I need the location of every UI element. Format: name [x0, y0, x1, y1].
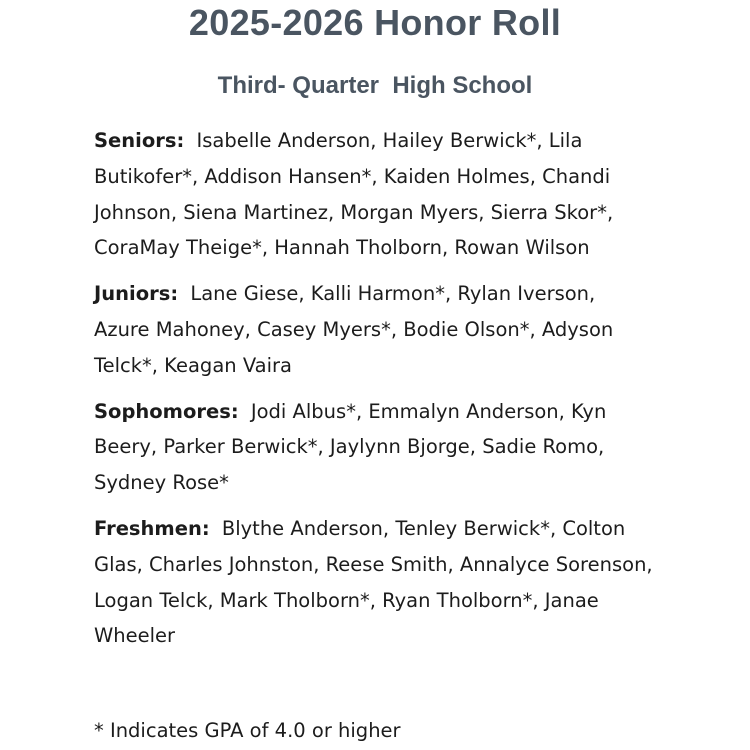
honor-roll-groups: [94, 123, 654, 664]
page-title: 2025-2026 Honor Roll: [188, 2, 562, 43]
group-names: Jodi Albus*, Emmalyn Anderson, Kyn Beery, Parker Berwick*, Jaylynn Bjorge, Sadie Romo, Sydney Rose*: [94, 399, 607, 495]
group-label: Freshmen:: [94, 516, 210, 540]
group-label: Seniors:: [94, 129, 185, 152]
group-juniors: [94, 276, 654, 383]
group-sophomores: [94, 394, 654, 501]
group-names: Blythe Anderson, Tenley Berwick*, Colton Glas, Charles Johnston, Reese Smith, Annalyce Sorenson, Logan Telck, Mark Tholborn*, Ryan Tholborn*, Janae Wheeler: [94, 516, 653, 648]
page-subtitle: Third- Quarter High School: [217, 72, 533, 99]
group-seniors: [94, 123, 654, 266]
gpa-footnote: * Indicates GPA of 4.0 or higher: [94, 719, 401, 742]
group-label: Sophomores:: [94, 399, 239, 423]
group-names: Lane Giese, Kalli Harmon*, Rylan Iverson, Azure Mahoney, Casey Myers*, Bodie Olson*, Adyson Telck*, Keagan Vaira: [94, 282, 614, 377]
group-label: Juniors:: [94, 282, 179, 306]
group-names: Isabelle Anderson, Hailey Berwick*, Lila Butikofer*, Addison Hansen*, Kaiden Holmes, Chandi Johnson, Siena Martinez, Morgan Myers, Sierra Skor*, CoraMay Theige*, Hannah Tholborn, Rowan Wilson: [94, 129, 614, 260]
group-freshmen: [94, 511, 654, 654]
